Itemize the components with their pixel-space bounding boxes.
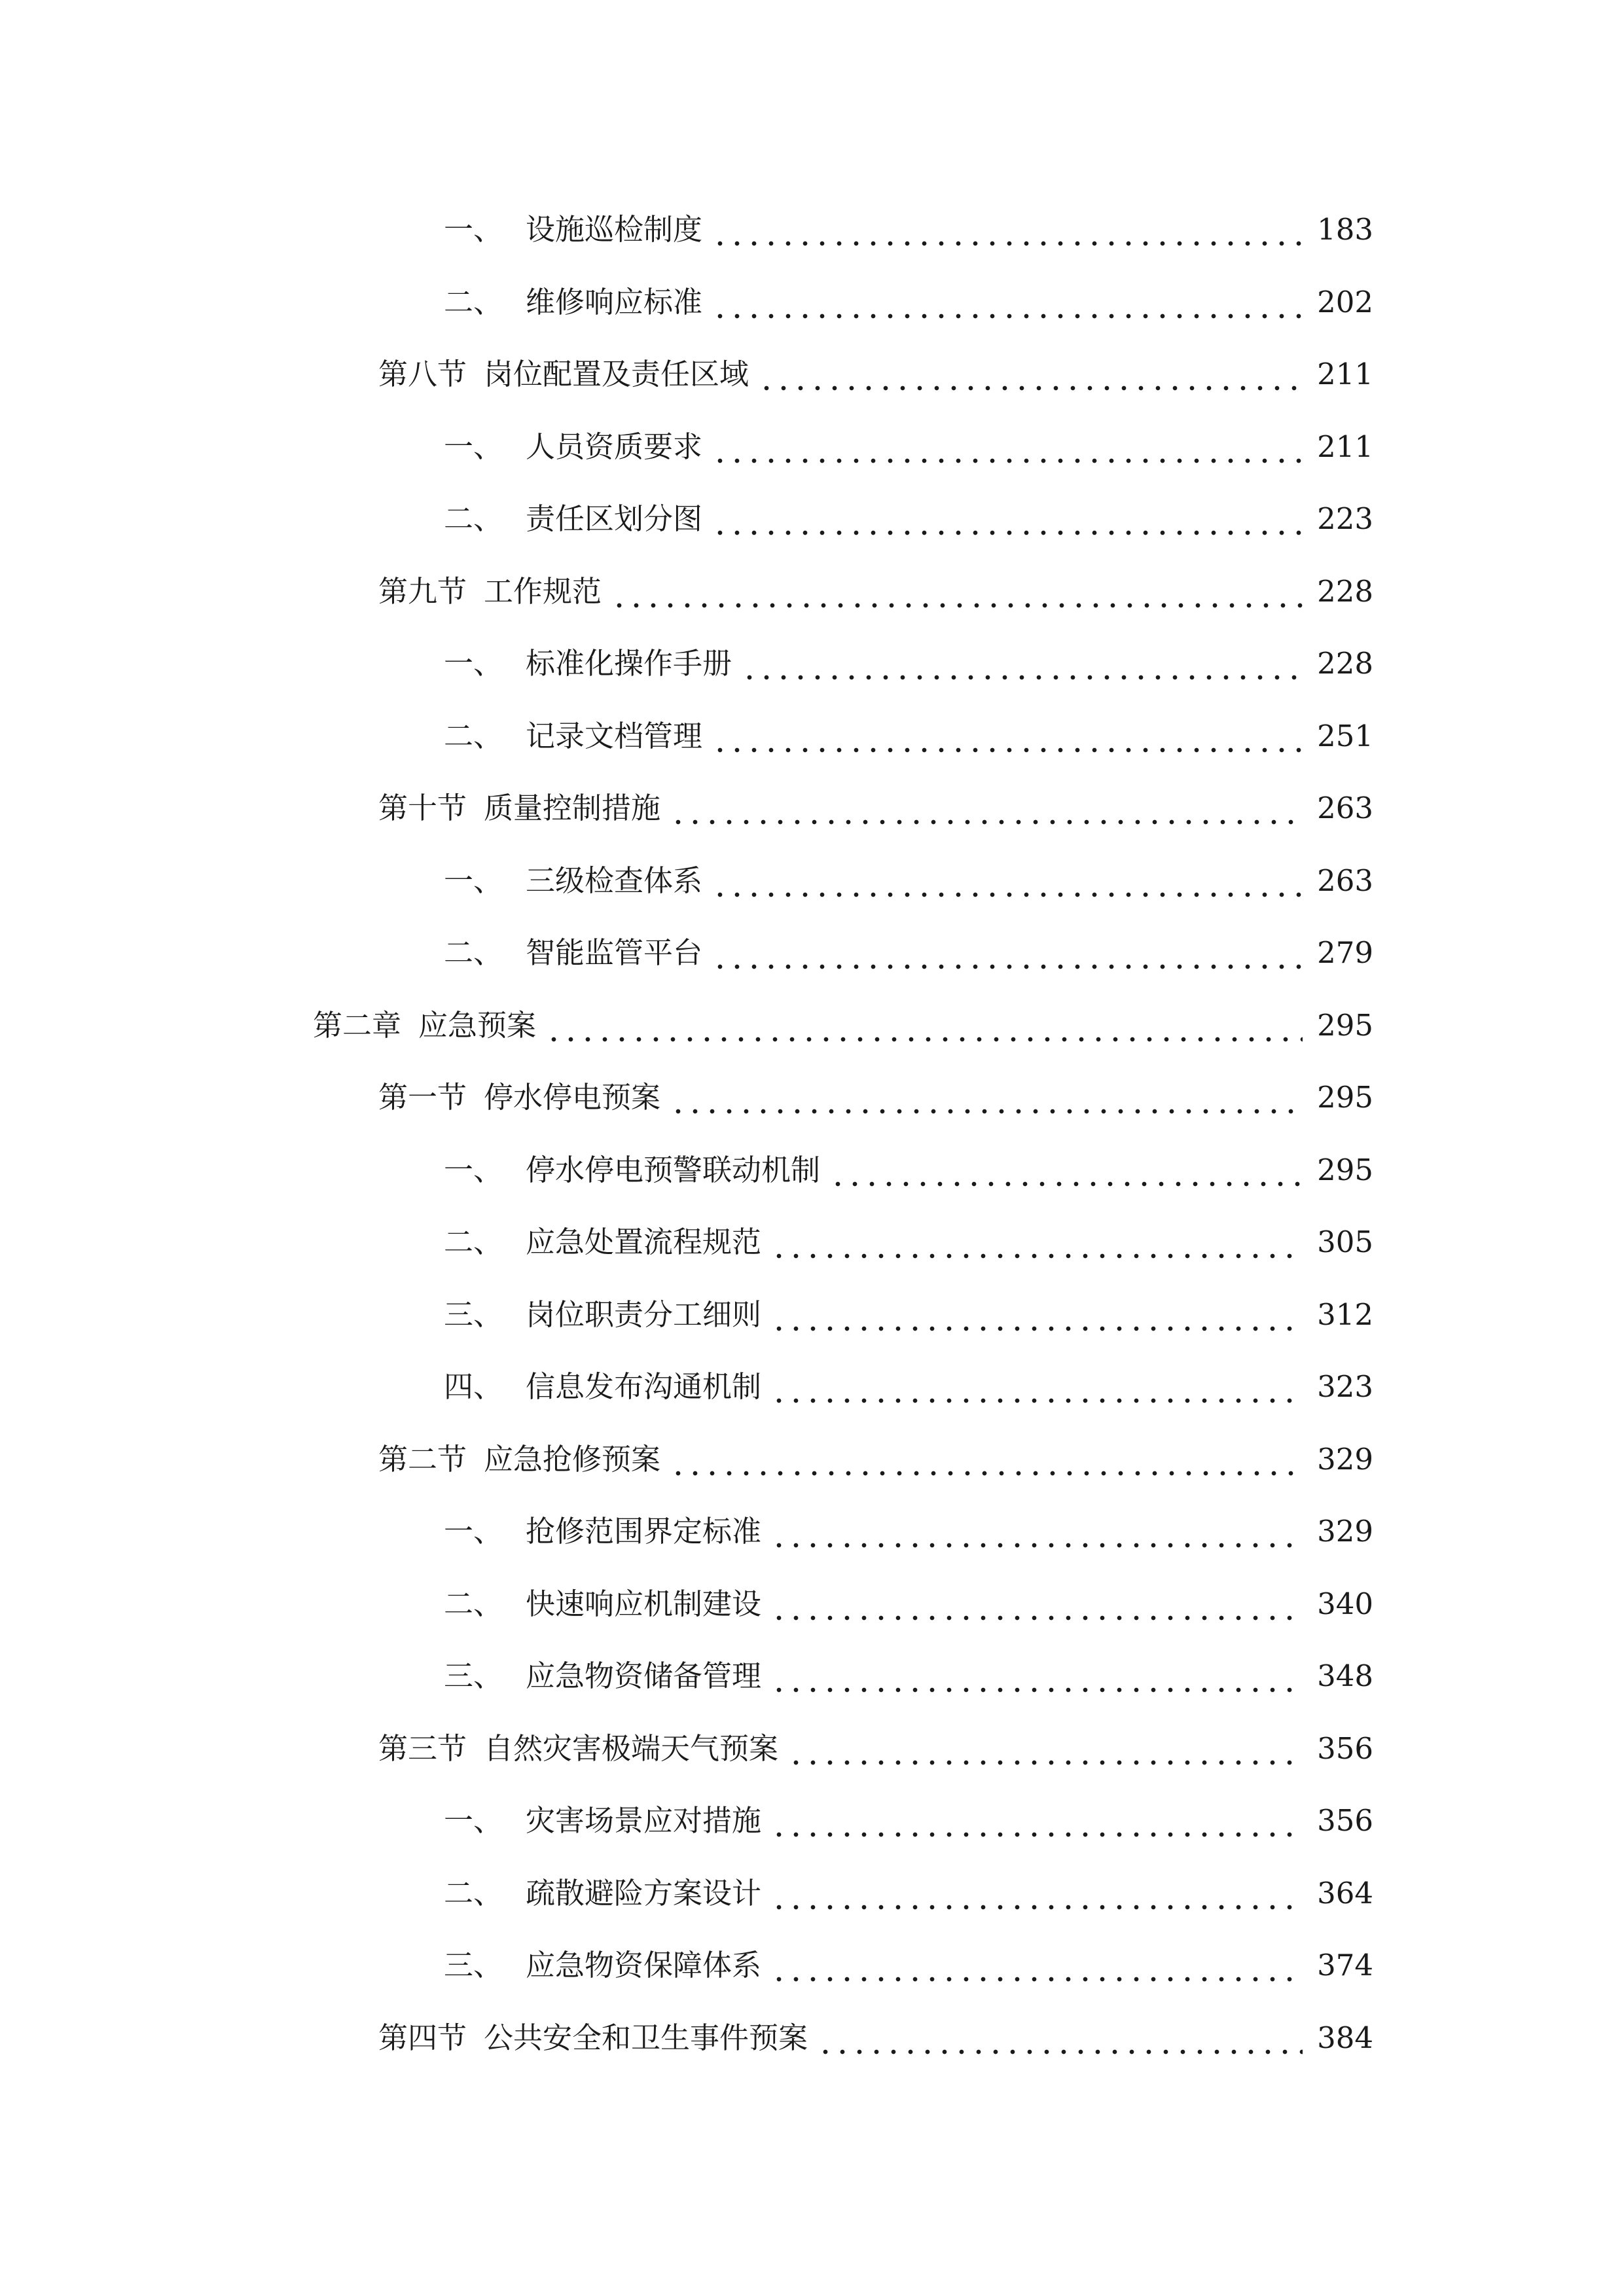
toc-entry-title: 三级检查体系 — [526, 863, 703, 898]
toc-entry-number: 一、 — [444, 863, 503, 898]
toc-entry-number: 一、 — [444, 212, 503, 247]
toc-entry-page-number: 228 — [1317, 646, 1373, 681]
toc-entry-page-number: 279 — [1317, 935, 1373, 970]
dot-leader — [770, 1351, 1303, 1423]
toc-entry[interactable] — [444, 483, 1373, 555]
dot-leader — [770, 1929, 1303, 2001]
dot-leader — [712, 845, 1303, 917]
dot-leader — [770, 1857, 1303, 1929]
toc-entry-number: 三、 — [444, 1659, 503, 1693]
toc-entry-number: 一、 — [444, 1152, 503, 1187]
dot-leader — [770, 1640, 1303, 1712]
dot-leader — [770, 1785, 1303, 1857]
toc-entry[interactable] — [444, 1134, 1373, 1206]
toc-entry-page-number: 295 — [1317, 1080, 1373, 1115]
dot-leader — [712, 266, 1303, 338]
toc-entry[interactable] — [444, 628, 1373, 700]
toc-entry-number: 第二节 — [378, 1441, 467, 1477]
toc-entry[interactable] — [378, 556, 1373, 628]
toc-entry-page-number: 295 — [1317, 1007, 1373, 1043]
toc-entry-number: 一、 — [444, 1803, 503, 1838]
toc-entry-page-number: 356 — [1317, 1731, 1373, 1766]
toc-entry[interactable] — [444, 1351, 1373, 1423]
toc-entry-number: 三、 — [444, 1297, 503, 1332]
dot-leader — [712, 194, 1303, 266]
toc-entry-page-number: 312 — [1317, 1297, 1373, 1332]
table-of-contents — [0, 194, 1624, 2092]
dot-leader — [712, 483, 1303, 555]
toc-entry-page-number: 329 — [1317, 1441, 1373, 1477]
toc-entry-page-number: 211 — [1317, 429, 1373, 464]
toc-entry-page-number: 263 — [1317, 791, 1373, 825]
toc-entry-page-number: 305 — [1317, 1225, 1373, 1259]
dot-leader — [670, 1424, 1303, 1496]
toc-entry-title: 公共安全和卫生事件预案 — [484, 2020, 808, 2055]
toc-entry-title: 疏散避险方案设计 — [526, 1875, 762, 1910]
toc-entry-page-number: 202 — [1317, 284, 1373, 319]
toc-entry[interactable] — [444, 700, 1373, 772]
toc-entry[interactable] — [444, 917, 1373, 989]
toc-entry-title: 记录文档管理 — [526, 718, 703, 753]
toc-entry-page-number: 348 — [1317, 1659, 1373, 1693]
toc-entry[interactable] — [444, 266, 1373, 338]
toc-entry-number: 二、 — [444, 1225, 503, 1259]
dot-leader — [670, 772, 1303, 844]
toc-entry-page-number: 223 — [1317, 501, 1373, 536]
dot-leader — [770, 1568, 1303, 1640]
toc-entry[interactable] — [444, 1206, 1373, 1278]
toc-entry[interactable] — [444, 1279, 1373, 1351]
toc-entry-number: 二、 — [444, 1875, 503, 1910]
toc-entry[interactable] — [313, 990, 1373, 1062]
toc-entry[interactable] — [378, 2002, 1373, 2074]
toc-entry[interactable] — [444, 1785, 1373, 1857]
toc-entry-title: 人员资质要求 — [526, 429, 703, 464]
toc-entry[interactable] — [378, 1424, 1373, 1496]
toc-entry-number: 第二章 — [313, 1007, 402, 1043]
toc-entry-page-number: 356 — [1317, 1803, 1373, 1838]
toc-entry-number: 二、 — [444, 935, 503, 970]
toc-entry-page-number: 384 — [1317, 2020, 1373, 2055]
toc-entry-title: 维修响应标准 — [526, 284, 703, 319]
toc-entry-page-number: 323 — [1317, 1369, 1373, 1404]
toc-entry-number: 一、 — [444, 646, 503, 681]
toc-entry-number: 第八节 — [378, 357, 467, 391]
toc-entry-title: 设施巡检制度 — [526, 212, 703, 247]
toc-entry[interactable] — [444, 1640, 1373, 1712]
toc-entry-number: 二、 — [444, 284, 503, 319]
toc-entry-title: 快速响应机制建设 — [526, 1586, 762, 1621]
toc-entry-title: 抢修范围界定标准 — [526, 1514, 762, 1549]
toc-entry-number: 三、 — [444, 1948, 503, 1982]
dot-leader — [545, 990, 1303, 1062]
dot-leader — [829, 1134, 1303, 1206]
toc-entry-title: 智能监管平台 — [526, 935, 703, 970]
toc-entry-number: 第十节 — [378, 791, 467, 825]
dot-leader — [787, 1713, 1303, 1785]
toc-entry-page-number: 228 — [1317, 573, 1373, 609]
toc-entry[interactable] — [444, 194, 1373, 266]
toc-entry-page-number: 183 — [1317, 212, 1373, 247]
dot-leader — [712, 917, 1303, 989]
toc-entry-number: 第一节 — [378, 1080, 467, 1115]
dot-leader — [758, 338, 1303, 410]
toc-entry[interactable] — [378, 1062, 1373, 1134]
dot-leader — [611, 556, 1303, 628]
dot-leader — [770, 1279, 1303, 1351]
toc-entry-page-number: 329 — [1317, 1514, 1373, 1549]
toc-entry-title: 工作规范 — [484, 573, 602, 609]
toc-entry-title: 质量控制措施 — [484, 791, 661, 825]
toc-entry-page-number: 211 — [1317, 357, 1373, 391]
toc-entry[interactable] — [378, 338, 1373, 410]
toc-entry[interactable] — [444, 411, 1373, 483]
toc-entry-title: 应急物资储备管理 — [526, 1659, 762, 1693]
toc-entry[interactable] — [444, 845, 1373, 917]
toc-entry-number: 一、 — [444, 429, 503, 464]
toc-entry-title: 停水停电预案 — [484, 1080, 661, 1115]
toc-entry[interactable] — [444, 1568, 1373, 1640]
toc-entry-title: 停水停电预警联动机制 — [526, 1152, 821, 1187]
toc-entry-title: 标准化操作手册 — [526, 646, 732, 681]
toc-entry-page-number: 340 — [1317, 1586, 1373, 1621]
toc-entry-title: 责任区划分图 — [526, 501, 703, 536]
dot-leader — [770, 1496, 1303, 1568]
toc-entry-title: 应急抢修预案 — [484, 1441, 661, 1477]
toc-entry-number: 二、 — [444, 718, 503, 753]
toc-entry-title: 灾害场景应对措施 — [526, 1803, 762, 1838]
toc-entry[interactable] — [378, 1713, 1373, 1785]
dot-leader — [670, 1062, 1303, 1134]
toc-entry-page-number: 374 — [1317, 1948, 1373, 1982]
toc-entry-title: 信息发布沟通机制 — [526, 1369, 762, 1404]
toc-entry[interactable] — [378, 772, 1373, 844]
toc-entry-title: 应急处置流程规范 — [526, 1225, 762, 1259]
toc-entry-number: 第四节 — [378, 2020, 467, 2055]
dot-leader — [817, 2002, 1303, 2074]
toc-entry[interactable] — [444, 1929, 1373, 2001]
toc-entry-number: 二、 — [444, 501, 503, 536]
toc-entry[interactable] — [444, 1496, 1373, 1568]
dot-leader — [712, 411, 1303, 483]
toc-entry-page-number: 263 — [1317, 863, 1373, 898]
dot-leader — [770, 1206, 1303, 1278]
toc-entry-number: 四、 — [444, 1369, 503, 1404]
toc-entry-page-number: 364 — [1317, 1875, 1373, 1910]
toc-entry-page-number: 251 — [1317, 718, 1373, 753]
toc-entry[interactable] — [444, 1857, 1373, 1929]
toc-entry-title: 岗位配置及责任区域 — [484, 357, 749, 391]
toc-entry-title: 应急物资保障体系 — [526, 1948, 762, 1982]
dot-leader — [712, 700, 1303, 772]
toc-entry-title: 岗位职责分工细则 — [526, 1297, 762, 1332]
toc-entry-number: 二、 — [444, 1586, 503, 1621]
toc-entry-title: 应急预案 — [418, 1007, 537, 1043]
toc-entry-number: 第三节 — [378, 1731, 467, 1766]
toc-entry-title: 自然灾害极端天气预案 — [484, 1731, 779, 1766]
toc-entry-number: 一、 — [444, 1514, 503, 1549]
toc-entry-page-number: 295 — [1317, 1152, 1373, 1187]
toc-entry-number: 第九节 — [378, 573, 467, 609]
dot-leader — [741, 628, 1303, 700]
